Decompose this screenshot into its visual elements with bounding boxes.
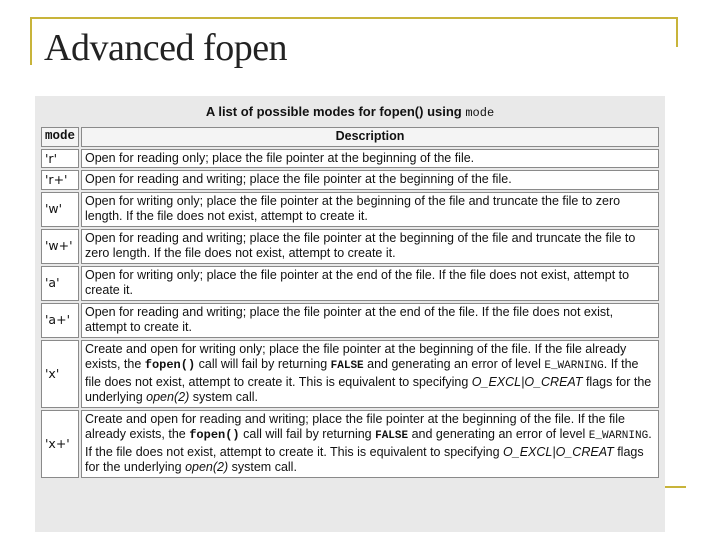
- desc-text: call will fail by returning: [195, 357, 331, 371]
- header-description: Description: [81, 127, 659, 147]
- caption-mid: using: [423, 104, 466, 119]
- caption-param: mode: [465, 106, 495, 120]
- table-caption: [39, 102, 661, 122]
- table-header-row: [41, 127, 659, 147]
- mode-cell: 'a+': [41, 303, 79, 338]
- table-row: [41, 192, 659, 227]
- desc-text: flags for the underlying: [85, 444, 644, 474]
- description-cell: Open for reading and writing; place the file pointer at the beginning of the file and truncate the file to zero length. If the file does not exist, attempt to create it.: [81, 229, 659, 264]
- mode-cell: 'r+': [41, 170, 79, 190]
- desc-text: and generating an error of level: [408, 427, 589, 441]
- warning-constant: E_WARNING: [588, 430, 649, 442]
- fopen-func-name: fopen(): [189, 428, 240, 442]
- false-constant: FALSE: [375, 430, 409, 442]
- desc-text: flags for the underlying: [85, 374, 652, 404]
- false-constant: FALSE: [330, 360, 364, 372]
- table-row: [41, 170, 659, 190]
- table-row: [41, 229, 659, 264]
- description-cell: Open for reading and writing; place the file pointer at the beginning of the file.: [81, 170, 659, 190]
- table-row: [41, 303, 659, 338]
- flags-text: O_EXCL|O_CREAT: [503, 444, 614, 459]
- fopen-modes-screenshot: [35, 96, 665, 532]
- table-row: [41, 266, 659, 301]
- decor-line-left: [30, 17, 32, 65]
- desc-text: and generating an error of level: [363, 357, 545, 371]
- syscall-name: open(2): [185, 460, 229, 474]
- decor-line-bottom-right: [664, 486, 686, 488]
- desc-text: Create and open for writing only; place the file pointer at the beginning of the file. If the file already exists, the: [85, 341, 627, 371]
- flags-text: O_EXCL|O_CREAT: [471, 374, 583, 389]
- mode-cell: 'w': [41, 192, 79, 227]
- desc-text: system call.: [228, 460, 297, 474]
- header-mode: mode: [41, 127, 79, 147]
- mode-cell: 'r': [41, 149, 79, 169]
- mode-cell: 'x+': [41, 410, 79, 478]
- description-cell: Open for writing only; place the file pointer at the beginning of the file and truncate the file to zero length. If the file does not exist, attempt to create it.: [81, 192, 659, 227]
- mode-cell: 'x': [41, 340, 79, 408]
- modes-table: [39, 125, 661, 480]
- caption-prefix: A list of possible modes for: [205, 104, 380, 119]
- description-cell: [81, 340, 659, 408]
- desc-text: . If the file does not exist, attempt to create it. This is equivalent to specifying: [85, 357, 639, 389]
- caption-func: fopen(): [379, 104, 424, 119]
- table-row: [41, 340, 659, 408]
- decor-line-top: [30, 17, 678, 19]
- syscall-name: open(2): [146, 390, 190, 404]
- fopen-func-name: fopen(): [144, 358, 196, 372]
- desc-text: Create and open for reading and writing; place the file pointer at the beginning of the file. If the file already exists, the: [85, 411, 625, 441]
- warning-constant: E_WARNING: [544, 360, 604, 372]
- description-cell: [81, 410, 659, 478]
- description-cell: Open for reading only; place the file pointer at the beginning of the file.: [81, 149, 659, 169]
- table-row: [41, 149, 659, 169]
- table-row: [41, 410, 659, 478]
- decor-line-right: [676, 17, 678, 47]
- slide-title: Advanced fopen: [44, 27, 288, 69]
- mode-cell: 'a': [41, 266, 79, 301]
- description-cell: Open for reading and writing; place the file pointer at the end of the file. If the file does not exist, attempt to create it.: [81, 303, 659, 338]
- desc-text: . If the file does not exist, attempt to create it. This is equivalent to specifying: [85, 427, 652, 459]
- desc-text: call will fail by returning: [239, 427, 376, 441]
- description-cell: Open for writing only; place the file pointer at the end of the file. If the file does not exist, attempt to create it.: [81, 266, 659, 301]
- mode-cell: 'w+': [41, 229, 79, 264]
- desc-text: system call.: [189, 390, 259, 404]
